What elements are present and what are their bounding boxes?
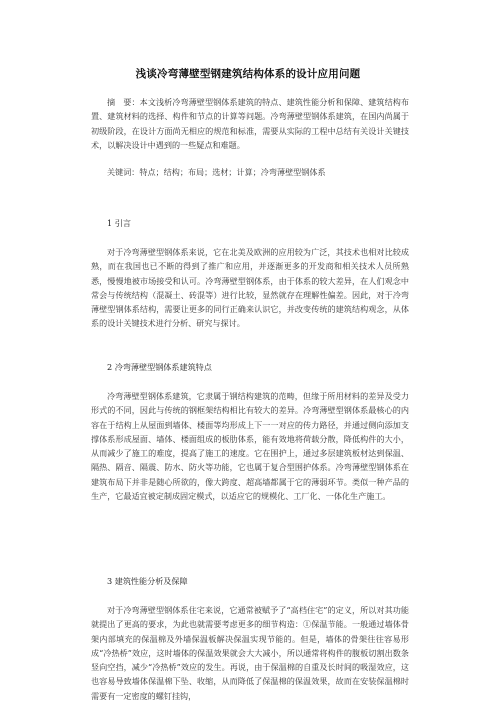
section-body-introduction: 对于冷弯薄壁型钢体系来说，它在北美及欧洲的应用较为广泛，其技术也相对比较成熟，而在我国也已不断的得到了推广和应用，并逐渐更多的开发商和相关技术人员所熟悉，慢慢地被市场接受和认可。冷弯薄壁型钢体系，由于体系的较大差异，在人们观念中常会与传统结构（混凝土、砖混等）进行比较，显然就存在理解性偏差。因此，对于冷弯薄壁型钢体系结构，需要让更多的同行正确来认识它，并改变传统的建筑结构观念，从体系的设计关键技术进行分析、研究与探讨。: [91, 247, 409, 329]
document-title: 浅谈冷弯薄壁型钢建筑结构体系的设计应用问题: [135, 68, 361, 80]
section-heading-features: 2 冷弯薄壁型钢体系建筑特点: [107, 362, 212, 372]
abstract-paragraph: 摘 要：本文浅析冷弯薄壁型钢体系建筑的特点、建筑性能分析和保障、建筑结构布置、建筑材料的选择、构件和节点的计算等问题。冷弯薄壁型钢体系建筑，在国内尚属于初级阶段，在设计方面尚无相应的规范和标准，需要从实际的工程中总结有关设计关键技术，以解决设计中遇到的一些疑点和难题。: [91, 97, 409, 150]
keywords-line: 关键词：特点；结构；布局；选材；计算；冷弯薄壁型钢体系: [107, 167, 326, 177]
section-heading-introduction: 1 引言: [107, 218, 131, 228]
section-heading-performance: 3 建筑性能分析及保障: [107, 576, 188, 586]
section-body-performance: 对于冷弯薄壁型钢体系住宅来说，它通常被赋予了“高档住宅”的定义，所以对其功能就提出了更高的要求，为此也就需要考虑更多的细节构造：①保温节能。一般通过墙体骨架内部填充的保温棉及外墙保温板解决保温实现节能的。但是，墙体的骨架往往容易形成“冷热桥”效应，这时墙体的保温效果就会大大减小，所以通常将构件的腹板切割出数条竖向空挡，减少“冷热桥”效应的发生。再说，由于保温棉的自重及长时间的吸湿效应，这也容易导致墙体保温棉下坠、收缩，从而降低了保温棉的保温效果，故而在安装保温棉时需要有一定密度的螺钉挂钩，: [91, 605, 409, 701]
section-body-features: 冷弯薄壁型钢体系建筑，它隶属于钢结构建筑的范畴，但缘于所用材料的差异及受力形式的不同，因此与传统的钢框架结构相比有较大的差异。冷弯薄壁型钢体系最核心的内容在于结构上从屋面到墙体、楼面等均形成上下一一对应的传力路径，并通过侧向添加支撑体系形成屋面、墙体、楼面组成的板肋体系，能有效地将荷载分散，降低构件的大小，从而减少了施工的难度，提高了施工的速度。它在围护上，通过多层建筑板材达到保温、隔热、隔音、隔震、防水、防火等功能，它也属于复合型围护体系。冷弯薄壁型钢体系在建筑布局下并非是随心所欲的，像大跨度、超高墙都属于它的薄弱环节。类似一种产品的生产，它最适宜被定制成固定模式，以适应它的规模化、工厂化、一体化生产施工。: [91, 391, 409, 502]
